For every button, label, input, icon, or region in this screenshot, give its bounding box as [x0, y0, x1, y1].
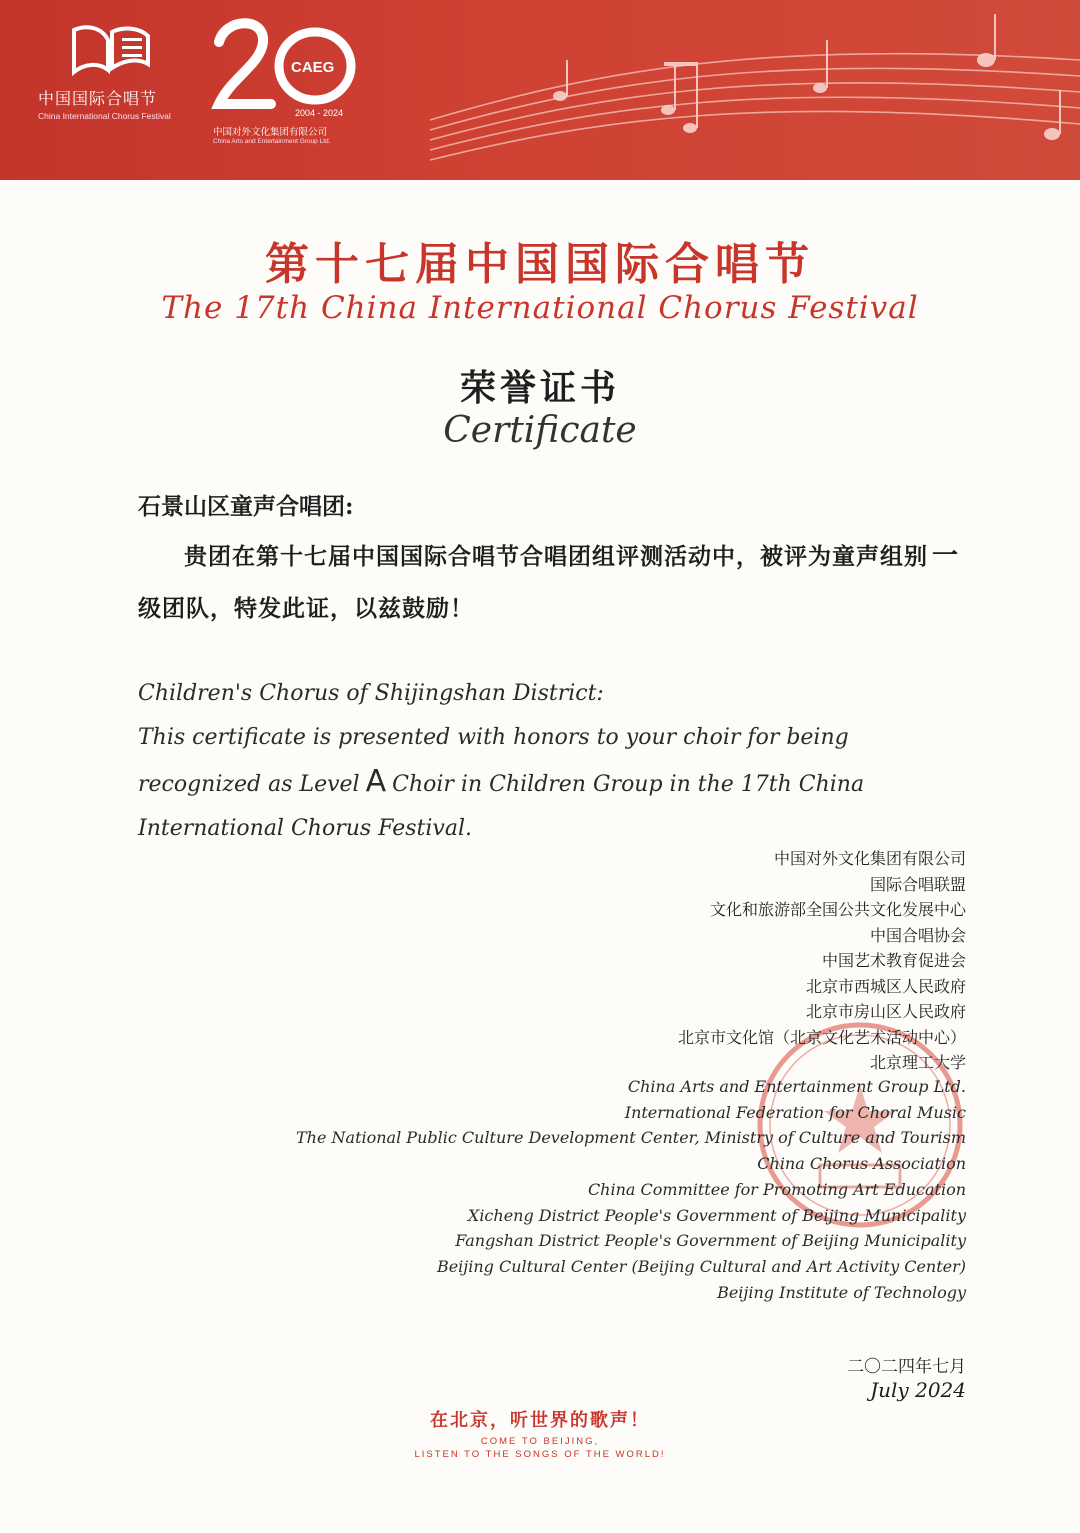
- caeg-logo-text: CAEG: [291, 59, 335, 76]
- organizer-cn: 中国合唱协会: [869, 925, 966, 945]
- recipient-cn: 石景山区童声合唱团:: [138, 493, 354, 520]
- organizer-en: China Arts and Entertainment Group Ltd.: [627, 1077, 966, 1096]
- body-en-part2: Choir in Children Group in the 17th China International Chorus Festival.: [138, 772, 865, 841]
- certificate-heading-cn: 荣誉证书: [459, 367, 620, 409]
- header-banner: [0, 0, 1080, 180]
- caeg-name-cn: 中国对外文化集团有限公司: [213, 127, 328, 138]
- slogan-cn: 在北京，听世界的歌声！: [430, 1410, 650, 1431]
- issue-date-cn: 二〇二四年七月: [847, 1357, 966, 1377]
- festival-title-cn: 第十七届中国国际合唱节: [265, 239, 815, 290]
- organizer-en: International Federation for Choral Music: [624, 1102, 966, 1122]
- body-en-paragraph: [138, 716, 968, 851]
- organizer-en: Beijing Cultural Center (Beijing Cultural and Art Activity Center): [436, 1256, 966, 1276]
- organizer-en: Fangshan District People's Government of Beijing Municipality: [455, 1231, 966, 1251]
- organizer-cn: 北京市西城区人民政府: [805, 976, 966, 996]
- organizers-list-en: [296, 1074, 966, 1305]
- caeg-20-logo-icon: [205, 12, 365, 112]
- organizer-cn: 中国艺术教育促进会: [821, 951, 966, 970]
- organizer-en: China Chorus Association: [757, 1154, 966, 1174]
- festival-title-en: The 17th China International Chorus Festival: [161, 290, 919, 326]
- organizer-cn: 中国对外文化集团有限公司: [773, 849, 966, 868]
- body-en-part1: This certificate is presented with honors to your choir for being recognized as Level: [138, 725, 849, 797]
- certificate-heading-en: Certificate: [443, 410, 637, 451]
- organizer-cn: 文化和旅游部全国公共文化发展中心: [709, 900, 966, 919]
- caeg-name-en: China Arts and Entertainment Group Ltd.: [213, 138, 331, 145]
- organizers-list-cn: [678, 846, 966, 1076]
- festival-logo-cn: 中国国际合唱节: [38, 89, 158, 108]
- chorus-festival-logo-icon: [68, 22, 154, 80]
- festival-logo: [38, 22, 198, 121]
- organizer-cn: 北京市房山区人民政府: [805, 1002, 966, 1021]
- slogan-en-line2: LISTEN TO THE SONGS OF THE WORLD!: [414, 1449, 666, 1460]
- body-cn-part1: 贵团在第十七届中国国际合唱节合唱团组评测活动中，被评为童声组别: [184, 543, 928, 570]
- recipient-en: Children's Chorus of Shijingshan District:: [138, 681, 604, 706]
- issue-date-en: July 2024: [870, 1378, 966, 1402]
- organizer-cn: 北京理工大学: [869, 1053, 966, 1072]
- slogan-en-line1: COME TO BEIJING,: [480, 1436, 600, 1447]
- organizer-en: China Committee for Promoting Art Education: [587, 1179, 966, 1199]
- organizer-cn: 国际合唱联盟: [869, 874, 966, 894]
- caeg-anniversary-logo: [205, 12, 365, 145]
- organizer-en: Beijing Institute of Technology: [717, 1282, 966, 1302]
- body-text-cn: [138, 530, 968, 635]
- body-text-en: [138, 672, 968, 851]
- festival-logo-en: China International Chorus Festival: [38, 111, 171, 121]
- caeg-years: 2004 - 2024: [295, 108, 344, 118]
- organizer-en: Xicheng District People's Government of Beijing Municipality: [467, 1205, 966, 1225]
- organizer-cn: 北京市文化馆（北京文化艺术活动中心）: [677, 1027, 966, 1047]
- handwritten-level-cn: 一: [932, 541, 960, 571]
- handwritten-level-en: A: [365, 764, 387, 799]
- organizer-en: The National Public Culture Development Center, Ministry of Culture and Tourism: [296, 1128, 966, 1148]
- body-cn-part2: 级团队，特发此证，以兹鼓励！: [138, 595, 474, 622]
